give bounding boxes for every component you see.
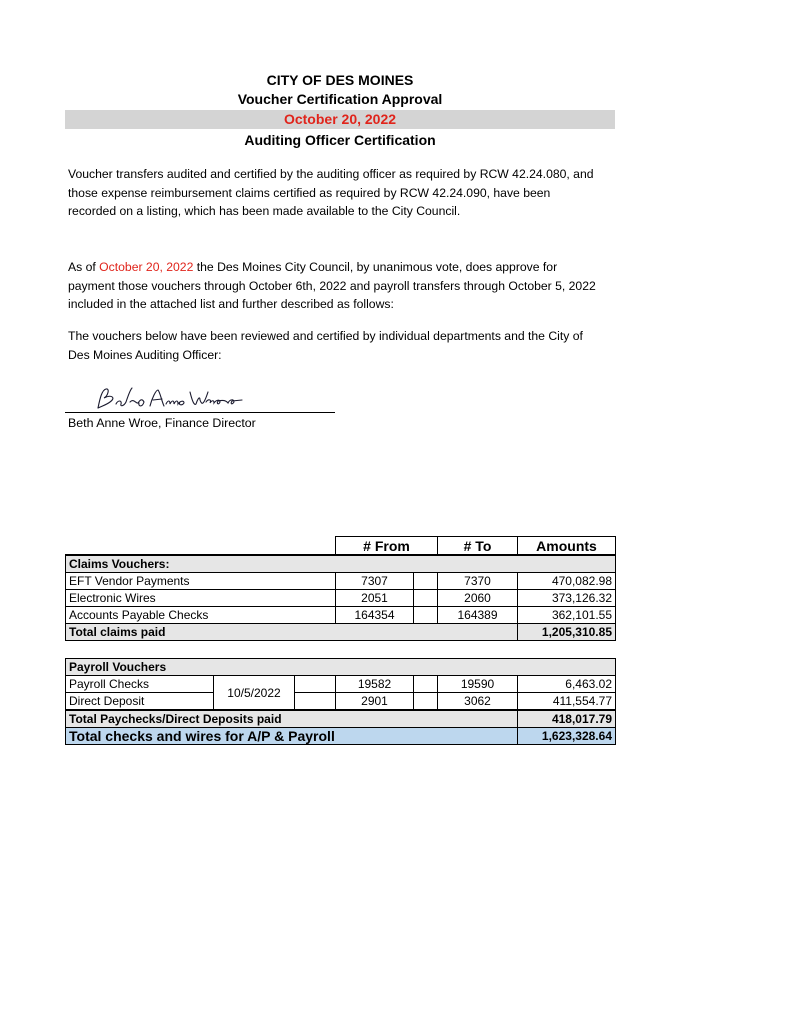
table-row bbox=[66, 693, 616, 711]
payroll-total-label: Total Paychecks/Direct Deposits paid bbox=[66, 710, 518, 728]
signature-line bbox=[65, 412, 335, 413]
claims-header-row bbox=[66, 537, 616, 556]
table-row bbox=[66, 590, 616, 607]
payroll-date: 10/5/2022 bbox=[214, 676, 295, 711]
grand-total-label: Total checks and wires for A/P & Payroll bbox=[66, 728, 518, 745]
grand-total-amount: 1,623,328.64 bbox=[518, 728, 616, 745]
row-label: Accounts Payable Checks bbox=[66, 607, 336, 624]
row-from: 2051 bbox=[336, 590, 414, 607]
table-row bbox=[66, 607, 616, 624]
row-label: Payroll Checks bbox=[66, 676, 214, 693]
payroll-vouchers-table bbox=[65, 658, 616, 745]
approval-prefix: As of bbox=[68, 260, 100, 274]
row-from: 19582 bbox=[336, 676, 414, 693]
signer-name-title: Beth Anne Wroe, Finance Director bbox=[68, 416, 256, 430]
payroll-section-label: Payroll Vouchers bbox=[66, 659, 616, 676]
row-from: 7307 bbox=[336, 573, 414, 590]
row-to: 7370 bbox=[438, 573, 518, 590]
review-paragraph: The vouchers below have been reviewed and certified by individual departments and the City of Des Moines Auditing Officer: bbox=[68, 329, 583, 362]
claims-vouchers-table bbox=[65, 536, 616, 641]
row-to: 2060 bbox=[438, 590, 518, 607]
claims-section-label: Claims Vouchers: bbox=[66, 555, 616, 573]
document-subtitle: Auditing Officer Certification bbox=[244, 132, 436, 148]
approval-paragraph bbox=[68, 258, 598, 314]
payroll-total-amount: 418,017.79 bbox=[518, 710, 616, 728]
grand-total-row bbox=[66, 728, 616, 745]
col-from-header: # From bbox=[336, 537, 438, 556]
claims-total-label: Total claims paid bbox=[66, 624, 518, 641]
payroll-total-row bbox=[66, 710, 616, 728]
row-label: EFT Vendor Payments bbox=[66, 573, 336, 590]
certification-paragraph: Voucher transfers audited and certified by the auditing officer as required by RCW 42.24.080, and those expense reimbursement claims certified as required by RCW 42.24.090, have been recorded on a listing, which has been made available to the City Council. bbox=[68, 167, 594, 218]
table-row bbox=[66, 676, 616, 693]
row-amount: 373,126.32 bbox=[518, 590, 616, 607]
claims-section-row bbox=[66, 555, 616, 573]
document-title: Voucher Certification Approval bbox=[237, 91, 443, 107]
row-to: 164389 bbox=[438, 607, 518, 624]
row-amount: 6,463.02 bbox=[518, 676, 616, 693]
claims-total-amount: 1,205,310.85 bbox=[518, 624, 616, 641]
row-label: Electronic Wires bbox=[66, 590, 336, 607]
table-row bbox=[66, 573, 616, 590]
row-label: Direct Deposit bbox=[66, 693, 214, 711]
org-name: CITY OF DES MOINES bbox=[266, 72, 414, 88]
handwritten-signature bbox=[92, 384, 252, 414]
row-amount: 411,554.77 bbox=[518, 693, 616, 711]
claims-total-row bbox=[66, 624, 616, 641]
row-from: 2901 bbox=[336, 693, 414, 711]
col-to-header: # To bbox=[438, 537, 518, 556]
approval-date: October 20, 2022 bbox=[65, 110, 615, 129]
row-to: 3062 bbox=[438, 693, 518, 711]
row-from: 164354 bbox=[336, 607, 414, 624]
row-to: 19590 bbox=[438, 676, 518, 693]
row-amount: 470,082.98 bbox=[518, 573, 616, 590]
payroll-section-row bbox=[66, 659, 616, 676]
row-amount: 362,101.55 bbox=[518, 607, 616, 624]
approval-paragraph-date: October 20, 2022 bbox=[99, 260, 194, 274]
approval-suffix: the Des Moines City Council, by unanimous vote, does approve for payment those vouchers through October 6th, 2022 and payroll transfers through October 5, 2022 included in the attached list and further described as follows: bbox=[68, 260, 596, 311]
col-amounts-header: Amounts bbox=[518, 537, 616, 556]
